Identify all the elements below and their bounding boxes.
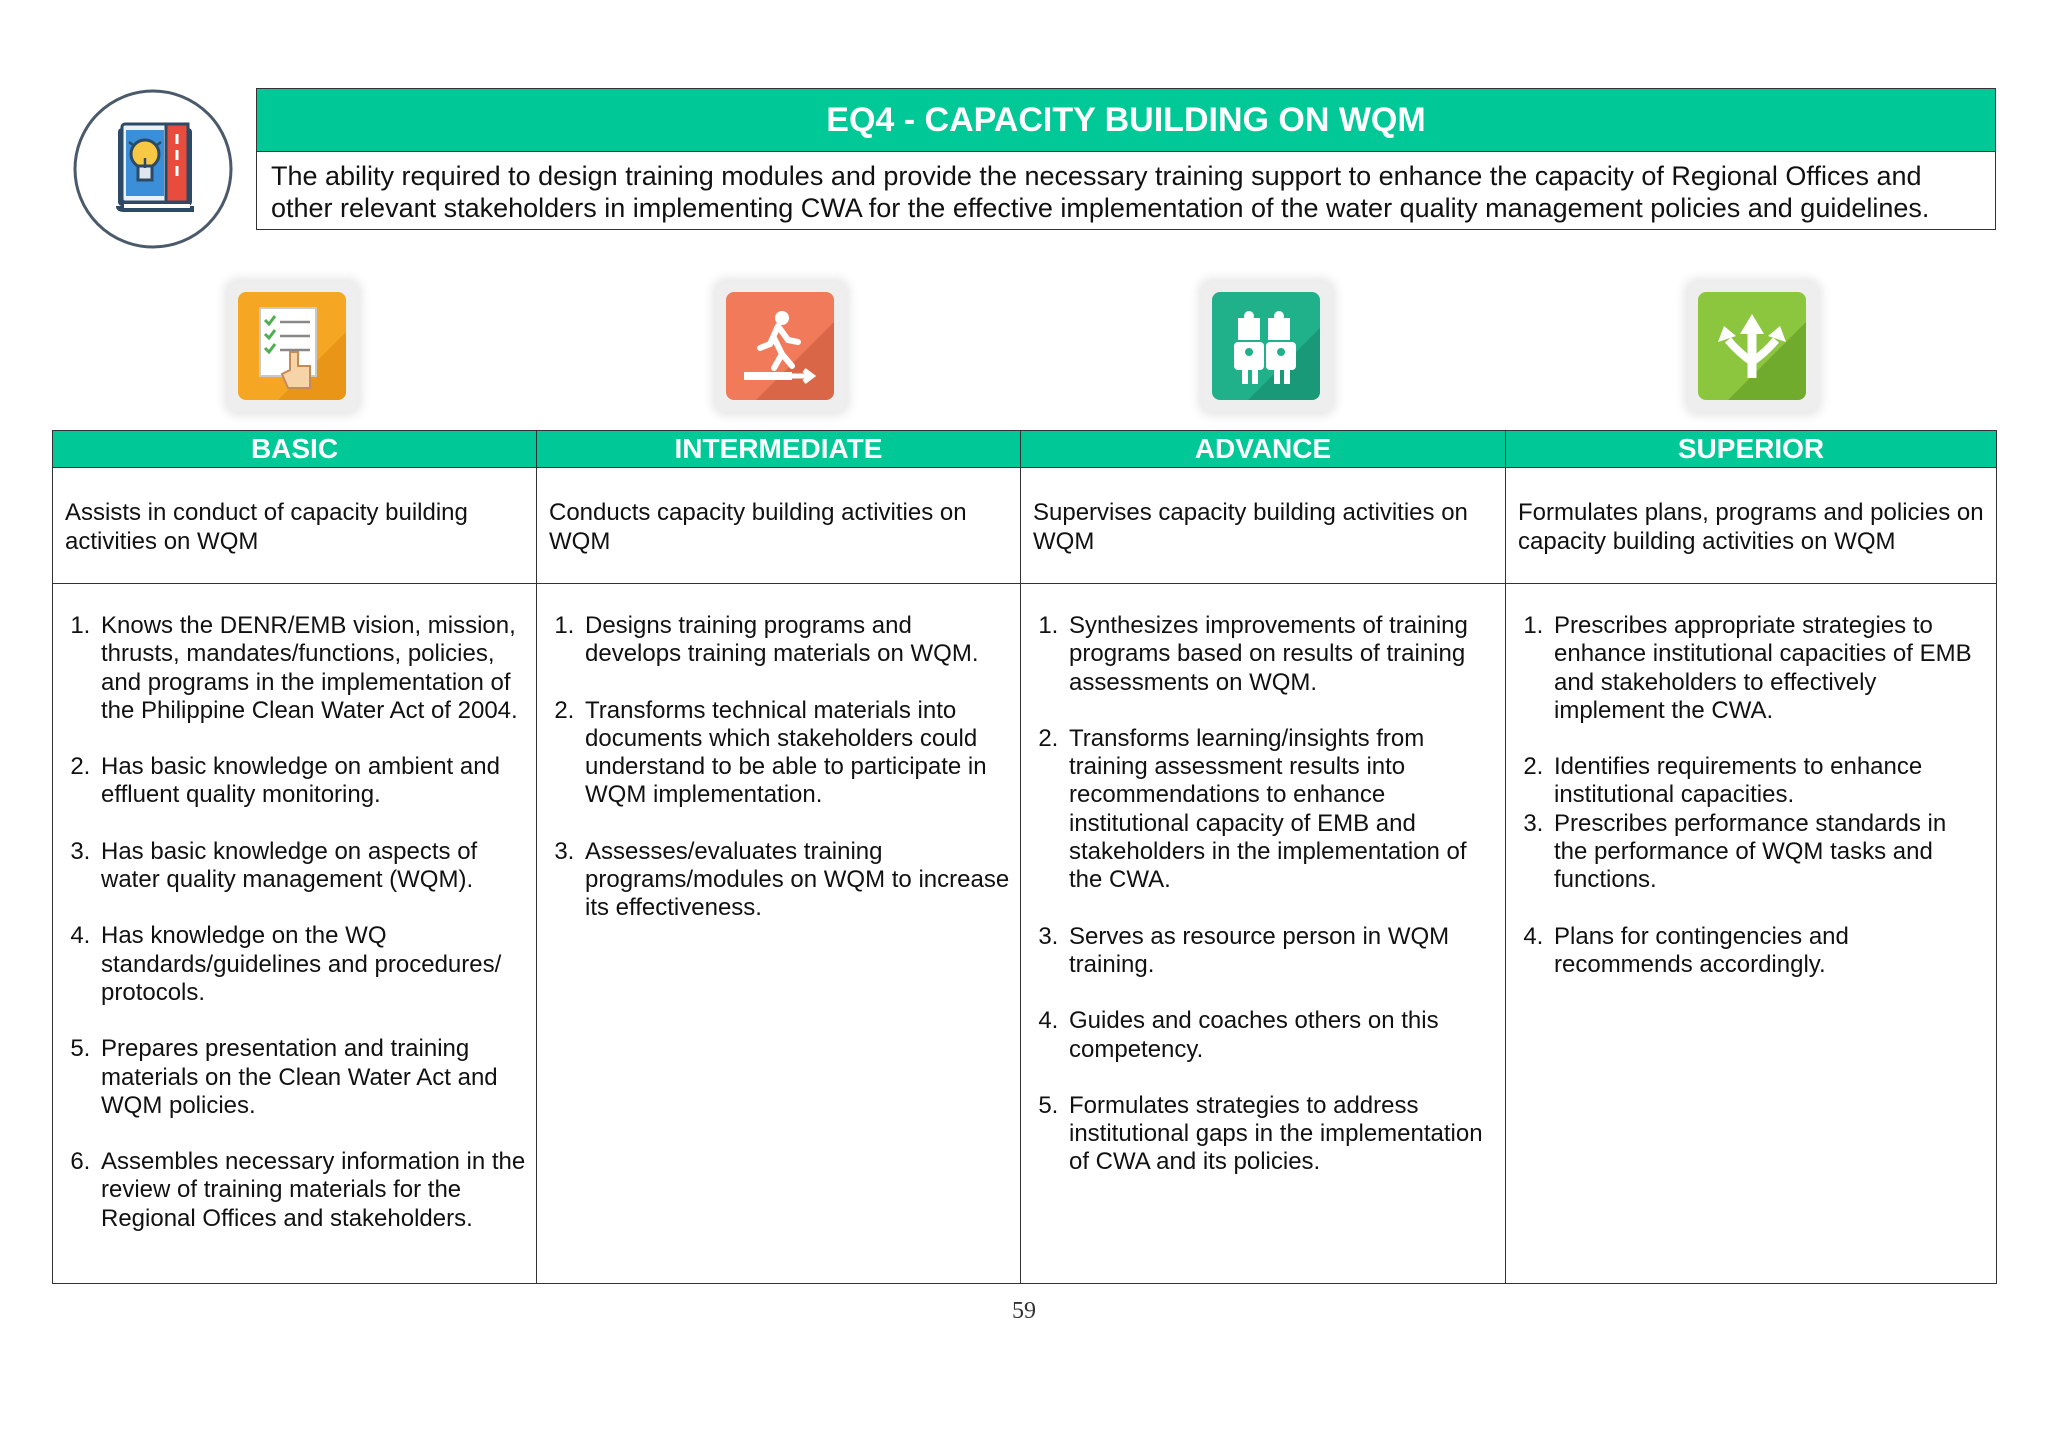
level-items-row (53, 584, 1997, 1284)
level-summary-row (53, 468, 1997, 584)
list-item: 5. Formulates strategies to address institutional gaps in the implementation of CWA and its policies. (1065, 1092, 1495, 1177)
list-item: 4. Guides and coaches others on this competency. (1065, 1007, 1495, 1064)
book-lightbulb-icon (72, 88, 234, 250)
advance-level-icon-tile (1202, 282, 1332, 412)
list-item: 3. Serves as resource person in WQM training. (1065, 923, 1495, 980)
direction-arrows-icon (1698, 292, 1806, 400)
advance-items-list (1021, 584, 1505, 1177)
list-item: 5. Prepares presentation and training materials on the Clean Water Act and WQM policies. (97, 1035, 526, 1120)
running-person-icon (726, 292, 834, 400)
list-item: 2. Has basic knowledge on ambient and effluent quality monitoring. (97, 753, 526, 810)
superior-items-cell (1506, 584, 1997, 1284)
list-item: 1. Designs training programs and develops training materials on WQM. (581, 612, 1010, 669)
intermediate-items-cell (537, 584, 1021, 1284)
list-item: 4. Plans for contingencies and recommends accordingly. (1550, 923, 1986, 980)
intermediate-items-list (537, 584, 1020, 923)
superior-level-icon-tile (1688, 282, 1818, 412)
list-item: 3. Assesses/evaluates training programs/modules on WQM to increase its effectiveness. (581, 838, 1010, 923)
list-item: 2. Identifies requirements to enhance institutional capacities. (1550, 753, 1986, 810)
list-item: 4. Has knowledge on the WQ standards/guidelines and procedures/ protocols. (97, 922, 526, 1007)
list-item: 2. Transforms learning/insights from training assessment results into recommendations to enhance institutional capacity of EMB and stakeholders in the implementation of the CWA. (1065, 725, 1495, 895)
level-summary-advance: Supervises capacity building activities on WQM (1033, 499, 1468, 555)
list-item: 3. Prescribes performance standards in the performance of WQM tasks and functions. (1550, 810, 1986, 895)
basic-level-icon-tile (228, 282, 358, 412)
list-item: 6. Assembles necessary information in the review of training materials for the Regional Offices and stakeholders. (97, 1148, 526, 1233)
list-item: 1. Synthesizes improvements of training programs based on results of training assessments on WQM. (1065, 612, 1495, 697)
page-number: 59 (1012, 1298, 1036, 1324)
basic-items-cell (53, 584, 537, 1284)
level-header-intermediate: INTERMEDIATE (537, 431, 1021, 468)
competency-levels-table (52, 430, 1997, 1284)
page-title: EQ4 - CAPACITY BUILDING ON WQM (257, 89, 1995, 152)
competency-header (256, 88, 1996, 230)
superior-items-list (1506, 584, 1996, 979)
basic-items-list (53, 584, 536, 1233)
intermediate-level-icon-tile (716, 282, 846, 412)
level-header-row (53, 431, 1997, 468)
level-header-superior: SUPERIOR (1506, 431, 1997, 468)
level-summary-superior: Formulates plans, programs and policies on capacity building activities on WQM (1518, 499, 1984, 555)
list-item: 2. Transforms technical materials into documents which stakeholders could understand to be able to participate in WQM implementation. (581, 697, 1010, 810)
teamwork-icon (1212, 292, 1320, 400)
competency-description: The ability required to design training modules and provide the necessary training support to enhance the capacity of Regional Offices and other relevant stakeholders in implementing CWA for the effective implementation of the water quality management policies and guidelines. (271, 161, 1930, 223)
list-item: 1. Prescribes appropriate strategies to enhance institutional capacities of EMB and stakeholders to effectively implement the CWA. (1550, 612, 1986, 725)
level-summary-basic: Assists in conduct of capacity building activities on WQM (65, 499, 468, 555)
level-header-advance: ADVANCE (1021, 431, 1506, 468)
level-header-basic: BASIC (53, 431, 537, 468)
advance-items-cell (1021, 584, 1506, 1284)
list-item: 3. Has basic knowledge on aspects of water quality management (WQM). (97, 838, 526, 895)
list-item: 1. Knows the DENR/EMB vision, mission, thrusts, mandates/functions, policies, and programs in the implementation of the Philippine Clean Water Act of 2004. (97, 612, 526, 725)
level-summary-intermediate: Conducts capacity building activities on WQM (549, 499, 967, 555)
checklist-icon (238, 292, 346, 400)
